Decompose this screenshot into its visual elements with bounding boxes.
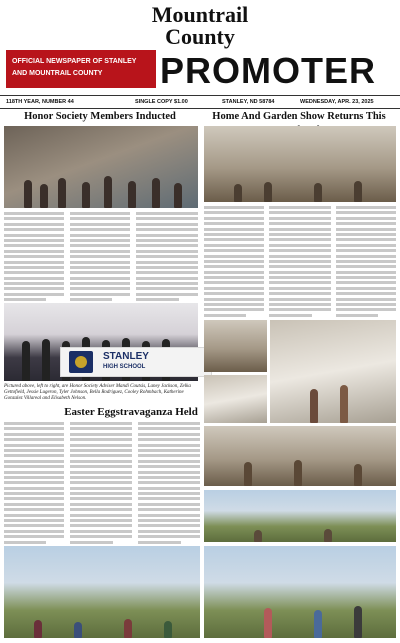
- garden-story-col3: [336, 206, 396, 319]
- garden-story-col2: [269, 206, 331, 319]
- garden-story-col1: [204, 206, 264, 319]
- banner-subtitle: HIGH SCHOOL: [103, 364, 146, 370]
- easter-egg-hunt-photo: [4, 546, 200, 638]
- location: STANLEY, ND 58784: [222, 99, 275, 105]
- year-number: 118TH YEAR, NUMBER 44: [6, 99, 74, 105]
- garden-show-booth-photo-1: [204, 320, 267, 372]
- headline-honor-society: Honor Society Members Inducted: [24, 111, 176, 122]
- stanley-high-school-banner: [60, 347, 212, 377]
- headline-home-garden: Home And Garden Show Returns This: [212, 111, 386, 122]
- official-newspaper-banner: OFFICIAL NEWSPAPER OF STANLEY AND MOUNTRAIL COUNTY: [6, 50, 156, 88]
- easter-story-col3: [138, 422, 200, 546]
- honor-society-ceremony-photo: [4, 126, 198, 208]
- garden-show-crafts-photo: [270, 320, 396, 423]
- honor-story-col2: [70, 212, 130, 304]
- masthead-line2: County: [165, 24, 235, 49]
- masthead-title: PROMOTER: [160, 50, 377, 91]
- honor-story-col3: [136, 212, 198, 304]
- banner-school: STANLEY: [103, 351, 149, 362]
- easter-story-col1: [4, 422, 64, 546]
- easter-story-col2: [70, 422, 132, 546]
- school-logo-icon: [69, 351, 93, 373]
- headline-easter: Easter Eggstravaganza Held: [64, 406, 198, 418]
- issue-date: WEDNESDAY, APR. 23, 2025: [300, 99, 374, 105]
- price: SINGLE COPY $1.00: [135, 99, 188, 105]
- garden-show-vendor-photo: [204, 426, 396, 486]
- easter-field-photo: [204, 490, 396, 542]
- easter-children-photo: [204, 546, 396, 638]
- honor-story-col1: [4, 212, 64, 304]
- honor-photo-caption: Pictured above, left to right, are Honor Society Adviser Mandi Coutsis, Laney Jackson, Zelka Gettofield, Jessie Lugeron, Tyler Johnson, Bella Rodriguez, Cooley Rohmbach, Katherine Gonzalez Villareal and Elisabeth Nelson.: [4, 384, 191, 401]
- masthead-line1: Mountrail: [151, 2, 249, 27]
- issue-ribbon: [0, 95, 400, 109]
- home-garden-show-hall-photo: [204, 126, 396, 202]
